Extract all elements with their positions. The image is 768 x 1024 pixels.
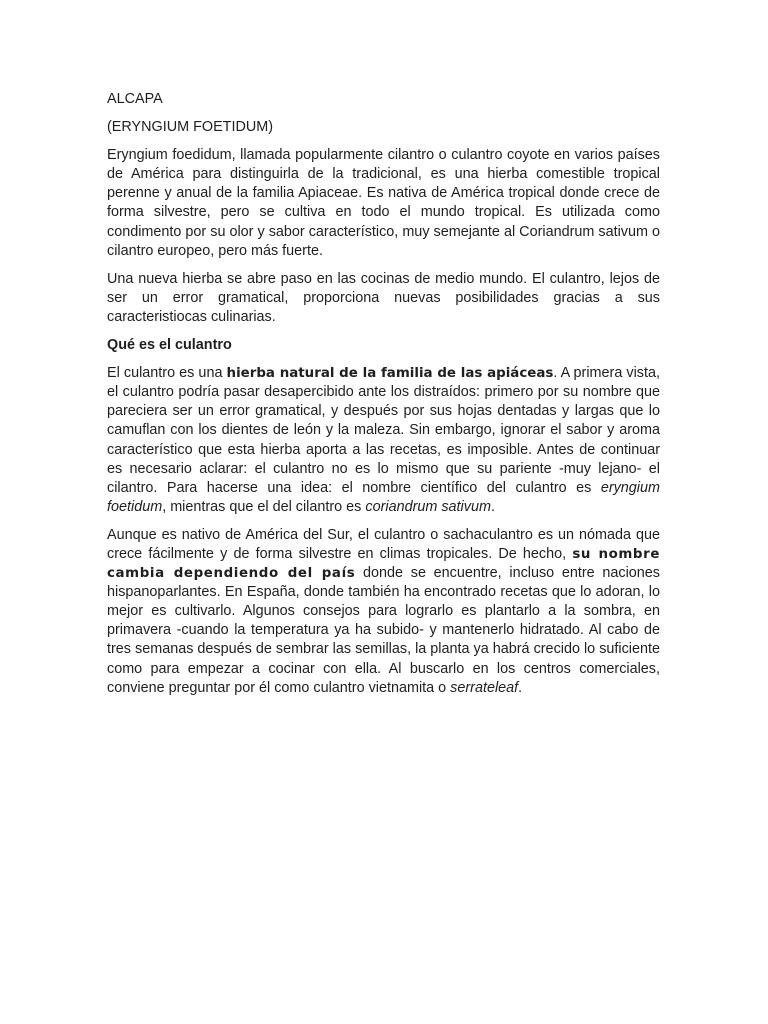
document-page (107, 90, 660, 707)
text-run: . (490, 498, 495, 515)
bold-text: su nombre cambia dependiendo del país (107, 546, 660, 582)
italic-text: serrateleaf (450, 679, 519, 696)
paragraph-what-is (107, 364, 660, 517)
text-run: donde se encuentre, incluso entre naciones hispanoparlantes. En España, donde también ha encontrado recetas que lo adoran, lo mejor es cultivarlo. Algunos consejos para lograrlo es plantarlo a la sombra, en primavera -cuando la temperatura ya ha subido- y mantenerlo hidratado. Al cabo de tres semanas después de sembrar las semillas, la planta ya habrá crecido lo suficiente como para empezar a cocinar con ella. Al buscarlo en los centros comerciales, conviene preguntar por él como culantro vietnamita o (107, 565, 660, 696)
italic-text: coriandrum sativum (365, 498, 491, 515)
text-run: . A primera vista, el culantro podría pasar desapercibido ante los distraídos: primero por su nombre que pareciera ser un error gramatical, y después por sus hojas dentadas y largas que lo camuflan con los dientes de león y la maleza. Sin embargo, ignorar el sabor y aroma característico que esta hierba aporta a las recetas, es imposible. Antes de continuar es necesario aclarar: el culantro no es lo mismo que su pariente -muy lejano- el cilantro. Para hacerse una idea: el nombre científico del culantro es (107, 365, 660, 496)
paragraph-intro: Eryngium foedidum, llamada popularmente cilantro o culantro coyote en varios países de América para distinguirla de la tradicional, es una hierba comestible tropical perenne y anual de la familia Apiaceae. Es nativa de América tropical donde crece de forma silvestre, pero se cultiva en todo el mundo tropical. Es utilizada como condimento por su olor y sabor característico, muy semejante al Coriandrum sativum o cilantro europeo, pero más fuerte. (107, 147, 660, 259)
document-title: ALCAPA (107, 91, 163, 107)
bold-text: hierba natural de la familia de las apiáceas (226, 366, 554, 382)
paragraph-origin (107, 526, 660, 698)
text-run: Aunque es nativo de América del Sur, el culantro o sachaculantro es un nómada que crece fácilmente y de forma silvestre en climas tropicales. De hecho, (107, 526, 660, 562)
paragraph-new-herb: Una nueva hierba se abre paso en las cocinas de medio mundo. El culantro, lejos de ser un error gramatical, proporciona nuevas posibilidades gracias a sus caracteristiocas culinarias. (107, 270, 660, 325)
text-run: . (518, 679, 523, 696)
section-heading: Qué es el culantro (107, 337, 232, 354)
document-subtitle: (ERYNGIUM FOETIDUM) (107, 119, 274, 136)
text-run: El culantro es una (107, 365, 227, 382)
text-run: , mientras que el del cilantro es (162, 498, 366, 515)
italic-text: eryngium foetidum (107, 479, 660, 515)
